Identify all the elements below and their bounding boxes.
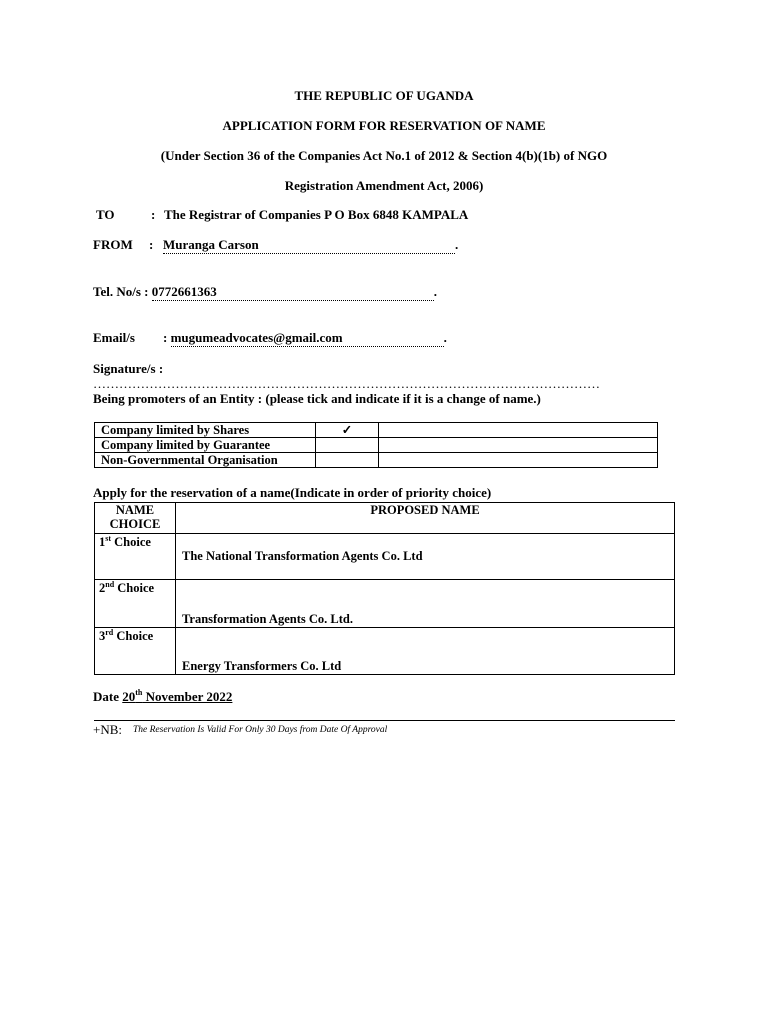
tick-cell[interactable] bbox=[316, 453, 379, 468]
email-label: Email/s bbox=[93, 330, 135, 345]
signature-label: Signature/s : bbox=[93, 361, 164, 376]
from-field bbox=[163, 237, 458, 254]
choice-number: 2 bbox=[99, 581, 106, 595]
choice-number: 1 bbox=[99, 535, 106, 549]
table-row bbox=[95, 580, 675, 628]
to-separator: : bbox=[151, 207, 156, 222]
entity-note-cell bbox=[379, 423, 658, 438]
document-title: THE REPUBLIC OF UGANDA bbox=[294, 88, 474, 103]
proposed-name: Transformation Agents Co. Ltd. bbox=[176, 580, 675, 628]
entity-type-label: Company limited by Shares bbox=[95, 423, 316, 438]
table-row bbox=[95, 628, 675, 675]
name-choice-header-line1: NAME bbox=[115, 503, 155, 517]
proposed-name: The National Transformation Agents Co. Ltd bbox=[176, 534, 675, 580]
tel-field bbox=[93, 284, 437, 301]
proposed-name: Energy Transformers Co. Ltd bbox=[176, 628, 675, 675]
choice-ordinal: st bbox=[105, 534, 112, 543]
legal-reference-line1: (Under Section 36 of the Companies Act No.1 of 2012 & Section 4(b)(1b) of NGO bbox=[160, 148, 608, 163]
tel-end: . bbox=[433, 284, 437, 299]
choice-word: Choice bbox=[111, 535, 151, 549]
table-header-row bbox=[95, 503, 675, 534]
entity-type-table bbox=[94, 422, 658, 468]
choice-label bbox=[95, 580, 176, 628]
date-day: 20 bbox=[122, 689, 136, 704]
table-row bbox=[95, 438, 658, 453]
entity-note-cell bbox=[379, 438, 658, 453]
email-separator: : bbox=[163, 330, 168, 345]
form-title: APPLICATION FORM FOR RESERVATION OF NAME bbox=[222, 118, 546, 133]
email-field bbox=[163, 330, 447, 347]
table-row bbox=[95, 534, 675, 580]
choice-word: Choice bbox=[114, 581, 155, 595]
footer-divider bbox=[94, 720, 675, 721]
entity-note-cell bbox=[379, 453, 658, 468]
signature-dots: ……………………………………………………………………………………………………… bbox=[93, 376, 600, 391]
proposed-name-header: PROPOSED NAME bbox=[176, 503, 675, 534]
from-label: FROM bbox=[93, 237, 133, 252]
nb-label: +NB: bbox=[93, 722, 123, 737]
legal-reference-line2: Registration Amendment Act, 2006) bbox=[284, 178, 484, 193]
choice-label bbox=[95, 534, 176, 580]
from-value: Muranga Carson bbox=[163, 237, 455, 254]
tick-cell[interactable] bbox=[316, 438, 379, 453]
from-end: . bbox=[455, 237, 459, 252]
email-end: . bbox=[443, 330, 447, 345]
table-row bbox=[95, 453, 658, 468]
choice-ordinal: rd bbox=[105, 628, 114, 637]
tel-label: Tel. No/s : bbox=[93, 284, 149, 299]
choice-ordinal: nd bbox=[105, 580, 115, 589]
name-choice-header-line2: CHOICE bbox=[109, 517, 161, 531]
date-value bbox=[122, 689, 232, 704]
date-rest: November 2022 bbox=[142, 689, 233, 704]
email-value: mugumeadvocates@gmail.com bbox=[171, 330, 444, 347]
to-label: TO bbox=[96, 207, 115, 222]
date-label: Date bbox=[93, 689, 123, 704]
name-choice-header bbox=[95, 503, 176, 534]
nb-text: The Reservation Is Valid For Only 30 Days from Date Of Approval bbox=[133, 725, 388, 735]
promoters-heading: Being promoters of an Entity : (please tick and indicate if it is a change of name.) bbox=[93, 391, 541, 406]
names-heading: Apply for the reservation of a name(Indicate in order of priority choice) bbox=[93, 485, 492, 500]
date-ordinal: th bbox=[135, 688, 143, 697]
to-value: The Registrar of Companies P O Box 6848 KAMPALA bbox=[164, 207, 469, 222]
proposed-names-table bbox=[94, 502, 675, 675]
from-separator: : bbox=[149, 237, 154, 252]
entity-type-label: Non-Governmental Organisation bbox=[95, 453, 316, 468]
choice-word: Choice bbox=[113, 629, 154, 643]
table-row bbox=[95, 423, 658, 438]
date-field bbox=[93, 689, 232, 705]
choice-number: 3 bbox=[99, 629, 106, 643]
tel-value: 0772661363 bbox=[152, 284, 434, 301]
entity-type-label: Company limited by Guarantee bbox=[95, 438, 316, 453]
choice-label bbox=[95, 628, 176, 675]
check-icon[interactable]: ✓ bbox=[316, 423, 379, 438]
